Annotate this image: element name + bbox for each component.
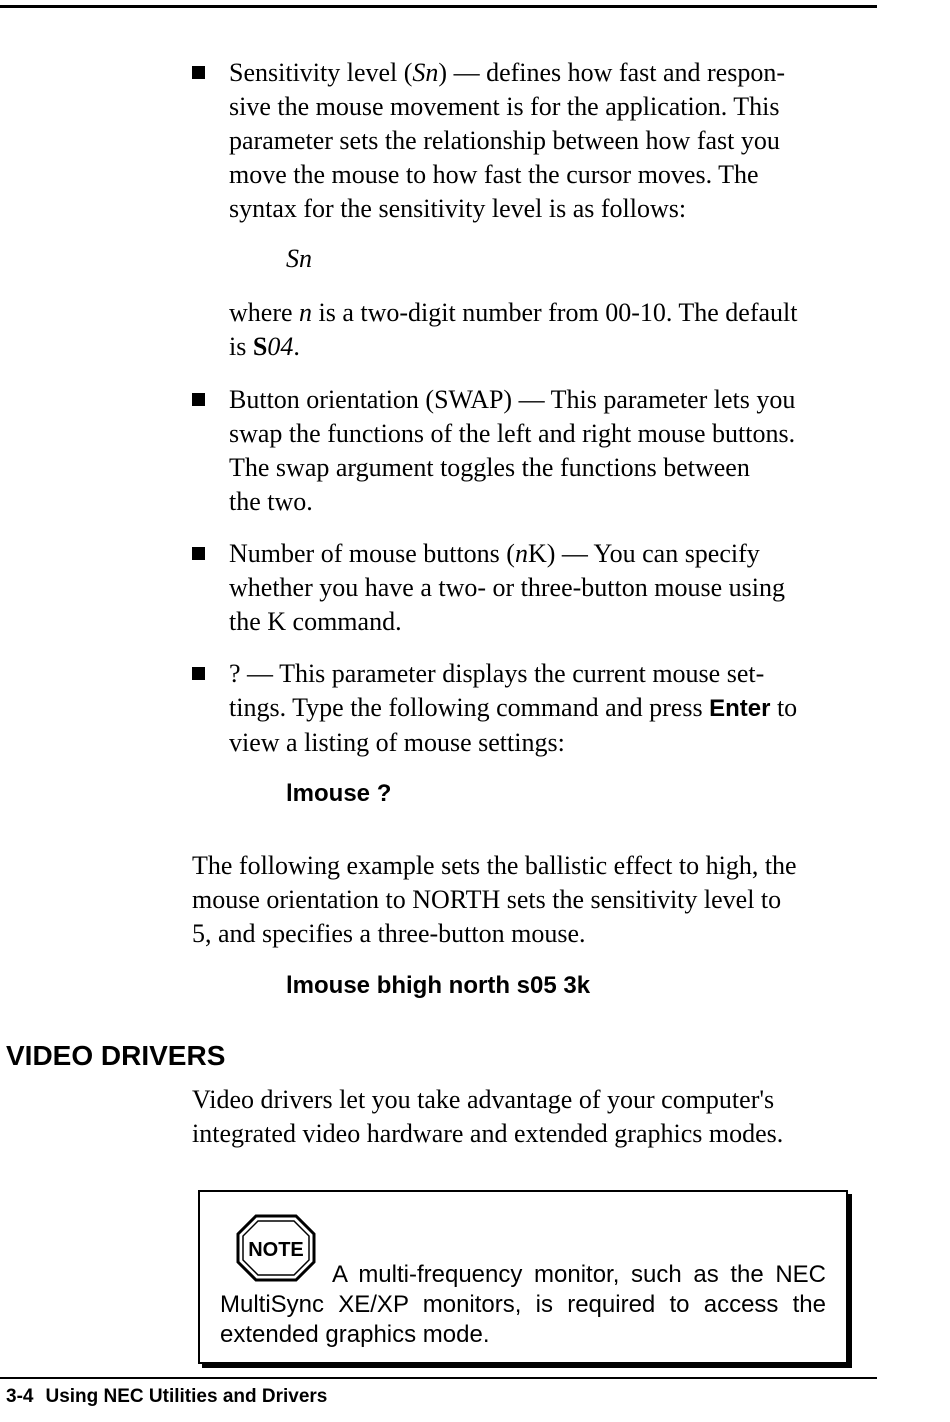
code-query-command: lmouse ? bbox=[286, 780, 392, 807]
note-text: A multi-frequency monitor, such as the NEC MultiSync XE/XP monitors, is required to access the extended graphics mode. bbox=[220, 1261, 826, 1348]
chapter-title: Using NEC Utilities and Drivers bbox=[45, 1386, 328, 1407]
top-rule bbox=[0, 5, 877, 8]
bullet-text: Button orientation (SWAP) — This parameter lets you swap the functions of the left and right mouse buttons. The swap argument toggles the functions between the two. bbox=[229, 385, 796, 516]
bullet-marker bbox=[192, 66, 205, 79]
bullet-query bbox=[192, 657, 872, 760]
note-icon-label: NOTE bbox=[248, 1239, 304, 1261]
bullet-marker bbox=[192, 547, 205, 560]
code-example-command: lmouse bhigh north s05 3k bbox=[286, 972, 591, 999]
bottom-rule bbox=[0, 1377, 877, 1379]
bullet-text: Number of mouse buttons (nK) — You can specify whether you have a two- or three-button mouse using the K command. bbox=[229, 539, 785, 636]
bullet-swap bbox=[192, 383, 872, 519]
page-number: 3-4 bbox=[6, 1386, 34, 1407]
bullet-marker bbox=[192, 393, 205, 406]
bullet-marker bbox=[192, 667, 205, 680]
note-box bbox=[198, 1190, 848, 1364]
bullet-text: Sensitivity level (Sn) — defines how fast and respon- sive the mouse movement is for the application. This parameter sets the relationship between how fast you move the mouse to how fast the cursor moves. The syntax for the sensitivity level is as follows: bbox=[229, 58, 785, 223]
section-heading: VIDEO DRIVERS bbox=[6, 1040, 226, 1071]
enter-key-label: Enter bbox=[709, 695, 771, 722]
sensitivity-syntax: Sn bbox=[286, 244, 312, 273]
example-paragraph: The following example sets the ballistic effect to high, the mouse orientation to NORTH sets the sensitivity level to 5, and specifies a three-button mouse. bbox=[192, 851, 797, 948]
sensitivity-description: where n is a two-digit number from 00-10. The default is S04. bbox=[229, 298, 798, 361]
video-paragraph: Video drivers let you take advantage of your computer's integrated video hardware and extended graphics modes. bbox=[192, 1085, 784, 1148]
bullet-sensitivity bbox=[192, 56, 872, 226]
bullet-text: ? — This parameter displays the current mouse set- tings. Type the following command and press Enter to view a listing of mouse settings: bbox=[229, 659, 798, 757]
bullet-button-count bbox=[192, 537, 872, 639]
page-footer bbox=[6, 1386, 327, 1408]
